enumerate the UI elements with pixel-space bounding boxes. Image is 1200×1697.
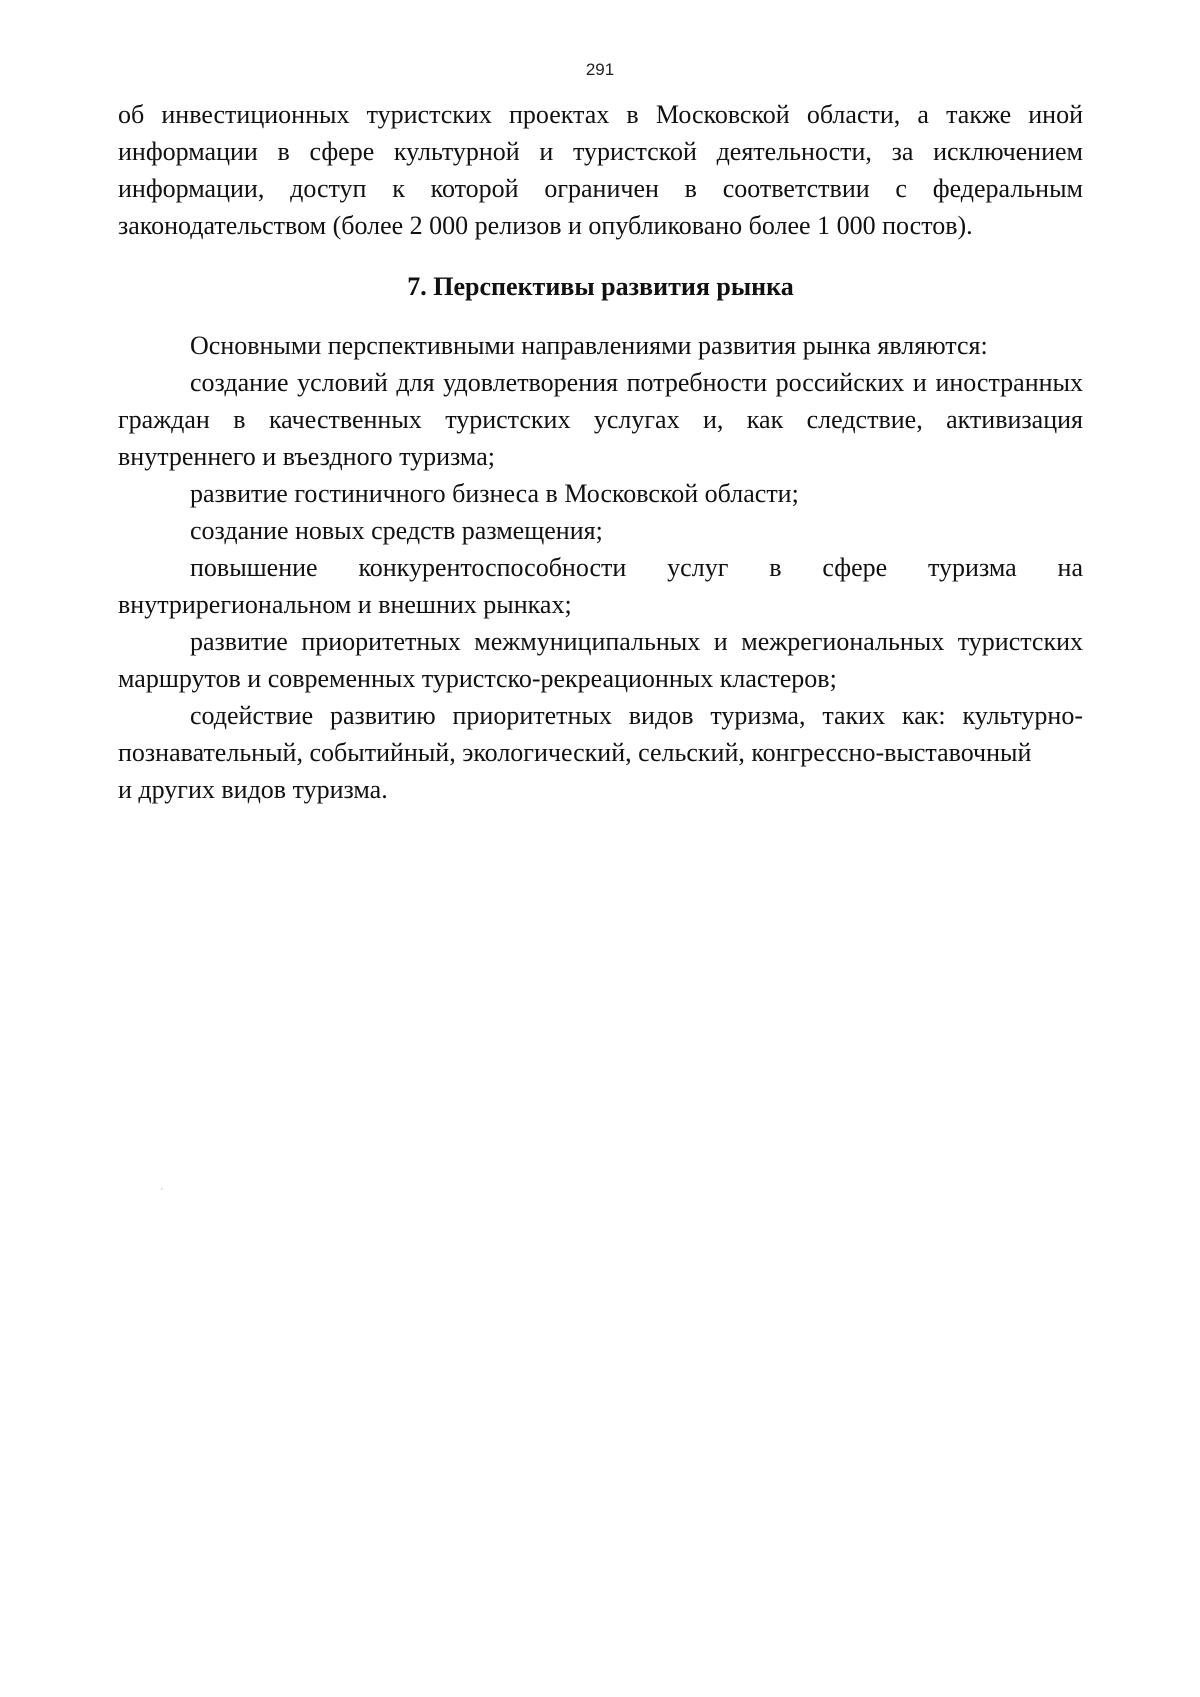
section-heading: 7. Перспективы развития рынка [407, 272, 794, 301]
document-body [118, 96, 1083, 808]
paragraph-directions-intro: Основными перспективными направлениями развития рынка являются: [190, 331, 988, 360]
paragraph-tourism-types: содействие развитию приоритетных видов туризма, таких как: культурно-познавательный, событийный, экологический, сельский, конгрессно-выставочный [118, 701, 1083, 767]
paragraph-conditions: создание условий для удовлетворения потребности российских и иностранных граждан в качественных туристских услугах и, как следствие, активизация внутреннего и въездного туризма; [118, 368, 1083, 471]
intro-paragraph: об инвестиционных туристских проектах в Московской области, а также иной информации в сфере культурной и туристской деятельности, за исключением информации, доступ к которой ограничен в соответствии с федеральным законодательством (более 2 000 релизов и опубликовано более 1 000 постов). [118, 100, 1083, 240]
page-number: 291 [585, 60, 615, 79]
paragraph-routes: развитие приоритетных межмуниципальных и межрегиональных туристских маршрутов и современных туристско-рекреационных кластеров; [118, 627, 1083, 693]
paragraph-competitiveness: повышение конкурентоспособности услуг в сфере туризма на внутрирегиональном и внешних рынках; [118, 553, 1083, 619]
paragraph-other-types: и других видов туризма. [118, 775, 388, 804]
scan-speck: ´ [160, 1188, 164, 1199]
paragraph-accommodation: создание новых средств размещения; [190, 516, 603, 545]
paragraph-hotel-business: развитие гостиничного бизнеса в Московской области; [190, 479, 799, 508]
